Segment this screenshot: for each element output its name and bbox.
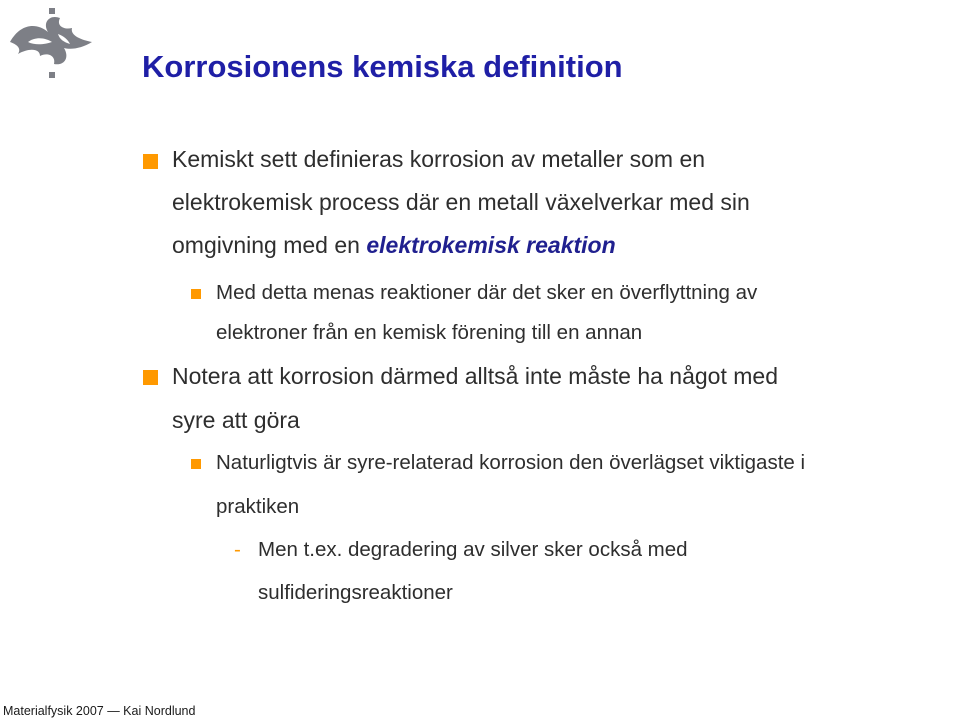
emphasis-text: elektrokemisk reaktion [366, 232, 616, 258]
dash-item-line-2: sulfideringsreaktioner [258, 581, 453, 604]
dash-item-line-1: Men t.ex. degradering av silver sker också med [258, 538, 688, 561]
sub-bullet-1-line-2: elektroner från en kemisk förening till en annan [216, 321, 643, 344]
bullet-1-line-1: Kemiskt sett definieras korrosion av metaller som en [172, 146, 706, 172]
bullet-2-line-1: Notera att korrosion därmed alltså inte måste ha något med [172, 363, 778, 389]
bullet-1-line-2: elektrokemisk process där en metall växelverkar med sin [172, 189, 750, 215]
slide-title: Korrosionens kemiska definition [142, 49, 623, 84]
sub-bullet-2-line-1: Naturligtvis är syre-relaterad korrosion den överlägset viktigaste i [216, 451, 806, 474]
bullet-2-line-2: syre att göra [172, 407, 300, 433]
bullet-1-line-3 [172, 234, 616, 257]
footer-text: Materialfysik 2007 — Kai Nordlund [3, 704, 196, 718]
bullet-1-line-3-text: omgivning med en [172, 232, 367, 258]
square-bullet-icon [143, 370, 158, 385]
square-bullet-icon [143, 154, 158, 169]
dash-marker: - [234, 538, 241, 561]
square-bullet-icon [191, 459, 201, 469]
square-bullet-icon [191, 289, 201, 299]
flame-torch-logo-icon [6, 6, 96, 86]
sub-bullet-1-line-1: Med detta menas reaktioner där det sker en överflyttning av [216, 281, 758, 304]
sub-bullet-2-line-2: praktiken [216, 495, 300, 518]
